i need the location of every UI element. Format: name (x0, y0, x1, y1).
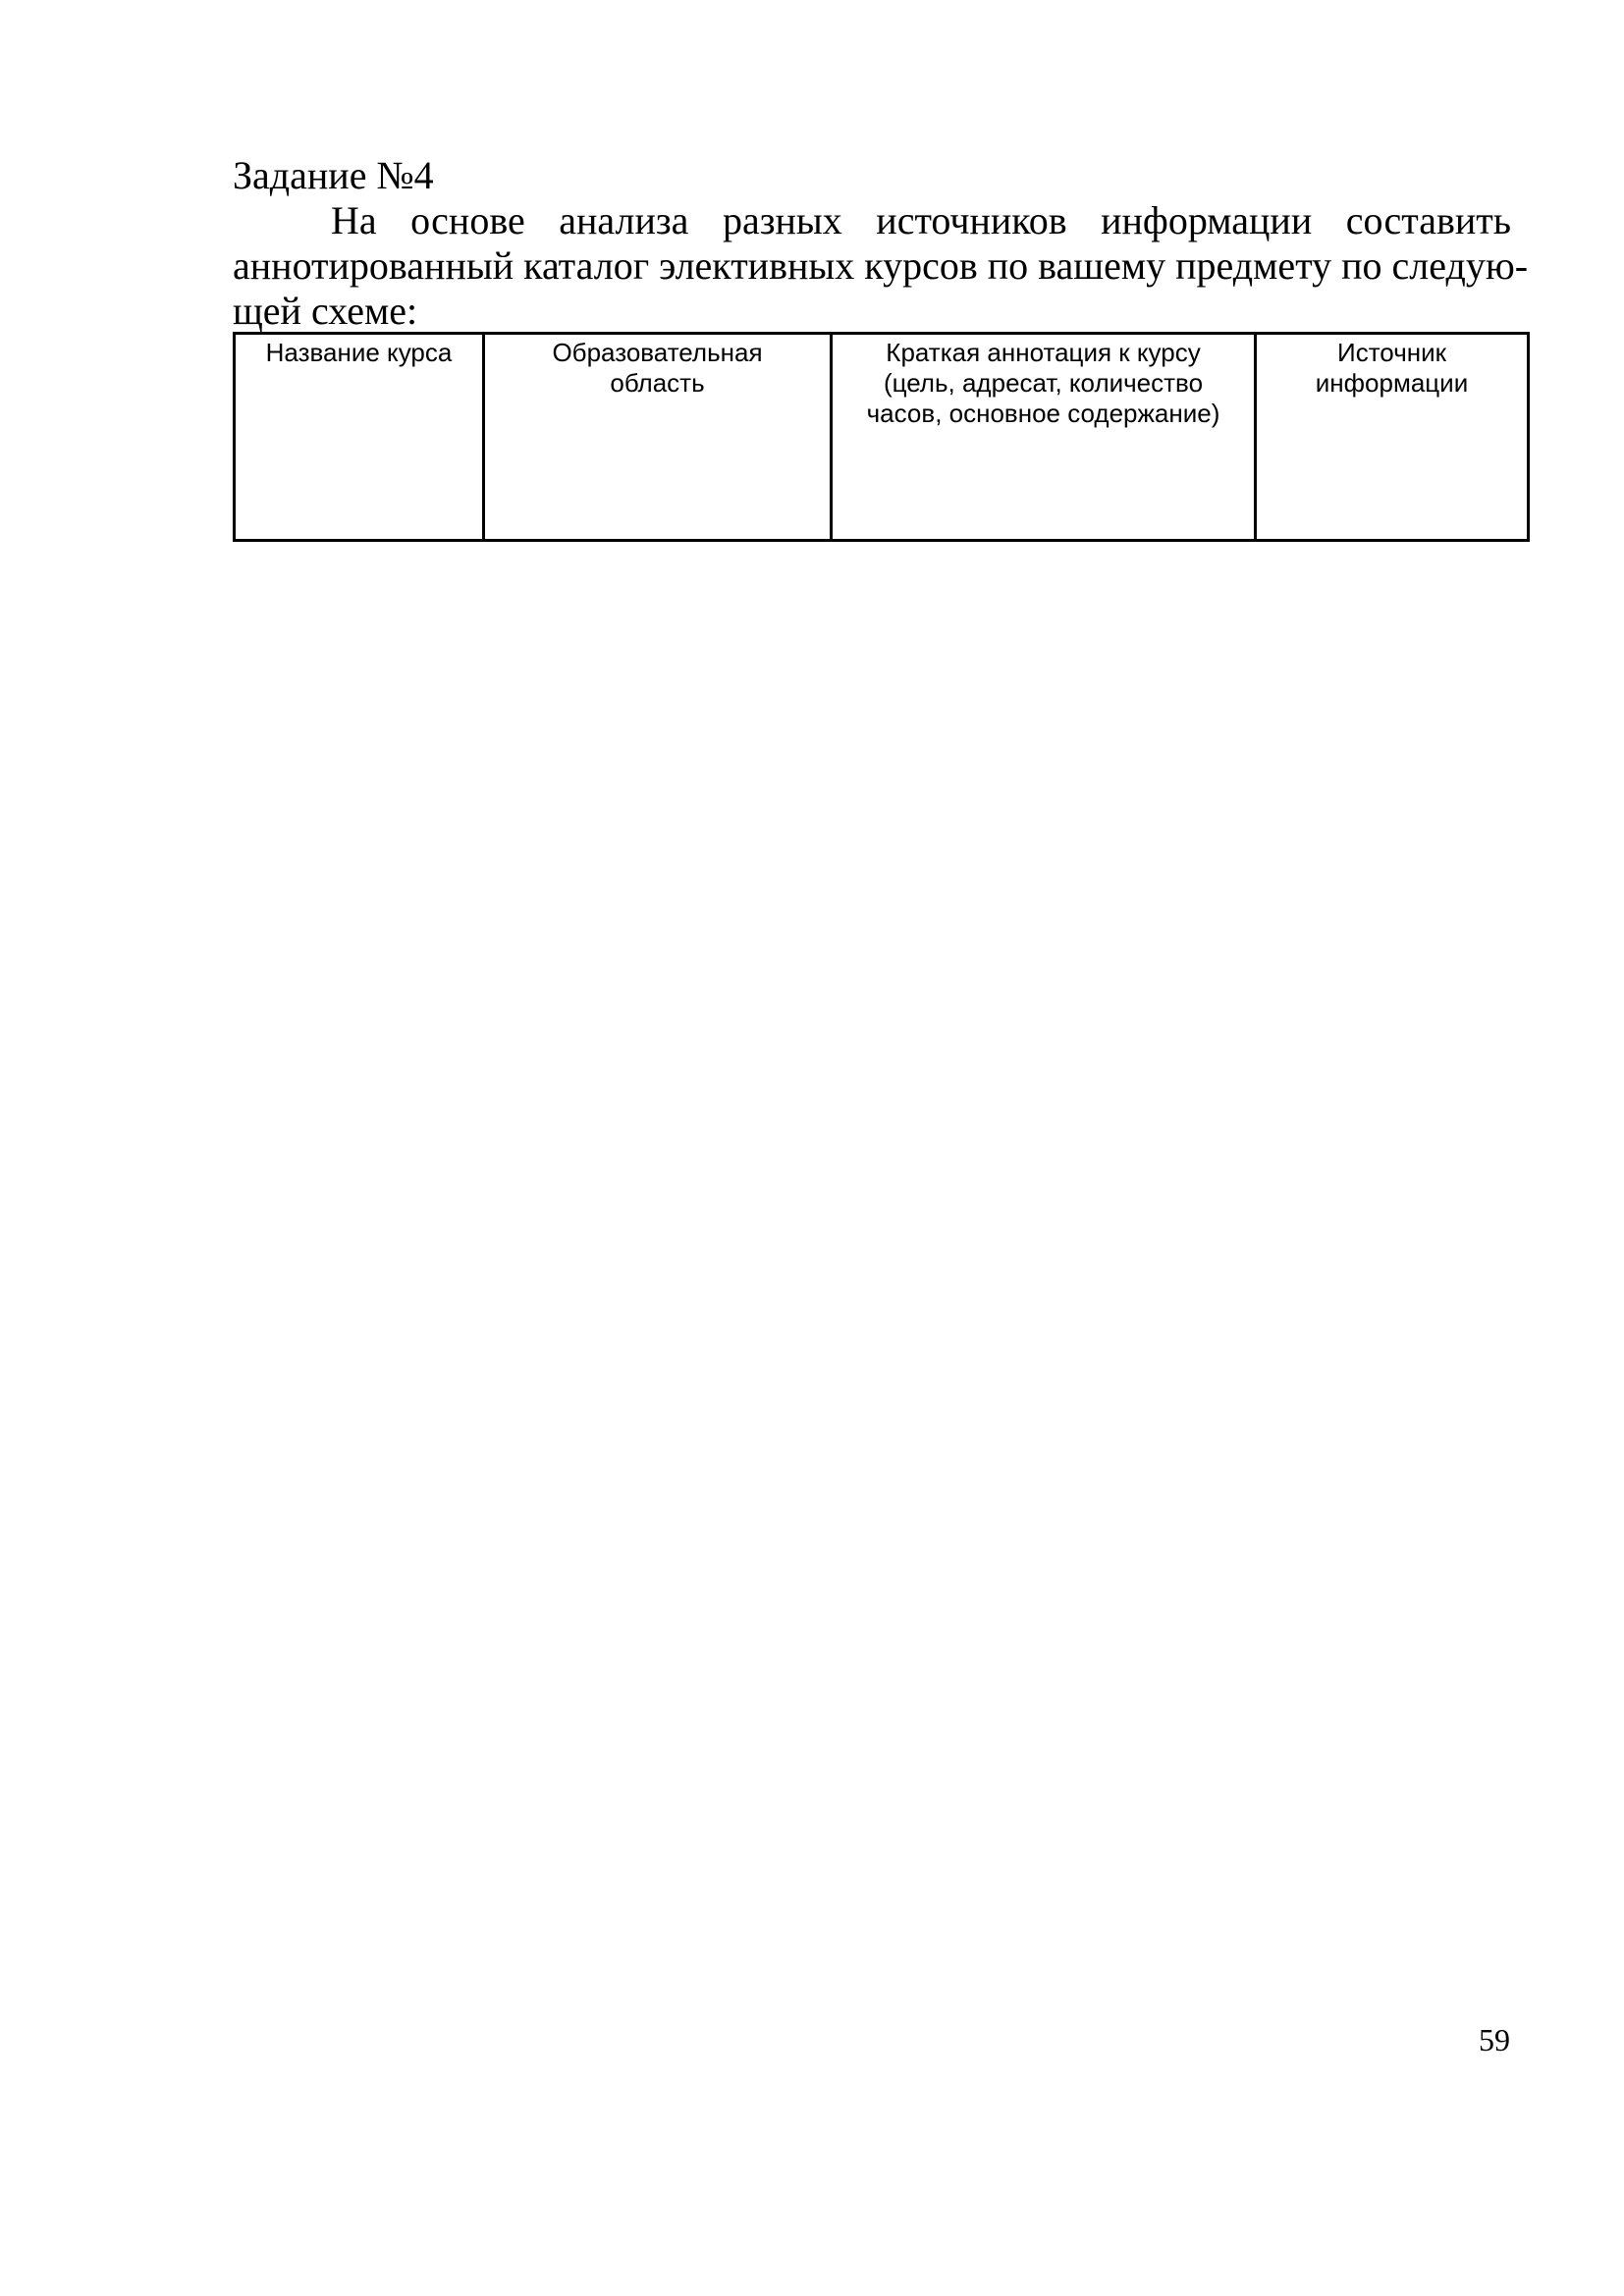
header-educational-area (484, 334, 832, 541)
task-description-line-1: На основе анализа разных источников информации составить (331, 198, 1511, 242)
header-annotation (832, 334, 1256, 541)
task-description (233, 198, 1529, 334)
header-educational-area-line-1: Образовательная (552, 338, 763, 367)
header-course-name-line-1: Название курса (265, 338, 453, 367)
task-heading: Задание №4 (233, 153, 434, 197)
header-educational-area-line-2: область (610, 368, 705, 398)
catalog-scheme-table (233, 332, 1530, 542)
task-description-line-2: аннотированный каталог элективных курсов по вашему предмету по следую- (233, 243, 1529, 288)
table-header-row (235, 334, 1529, 541)
header-annotation-line-1: Краткая аннотация к курсу (886, 338, 1201, 367)
header-annotation-line-2: (цель, адресат, количество (883, 368, 1204, 398)
header-annotation-line-3: часов, основное содержание) (866, 399, 1220, 428)
header-course-name (235, 334, 484, 541)
page-number: 59 (1479, 2022, 1510, 2057)
header-source (1256, 334, 1529, 541)
header-source-line-1: Источник (1337, 338, 1446, 367)
task-description-line-3: щей схеме: (233, 289, 418, 333)
catalog-scheme-table-wrap (233, 332, 1527, 542)
header-source-line-2: информации (1315, 368, 1469, 398)
